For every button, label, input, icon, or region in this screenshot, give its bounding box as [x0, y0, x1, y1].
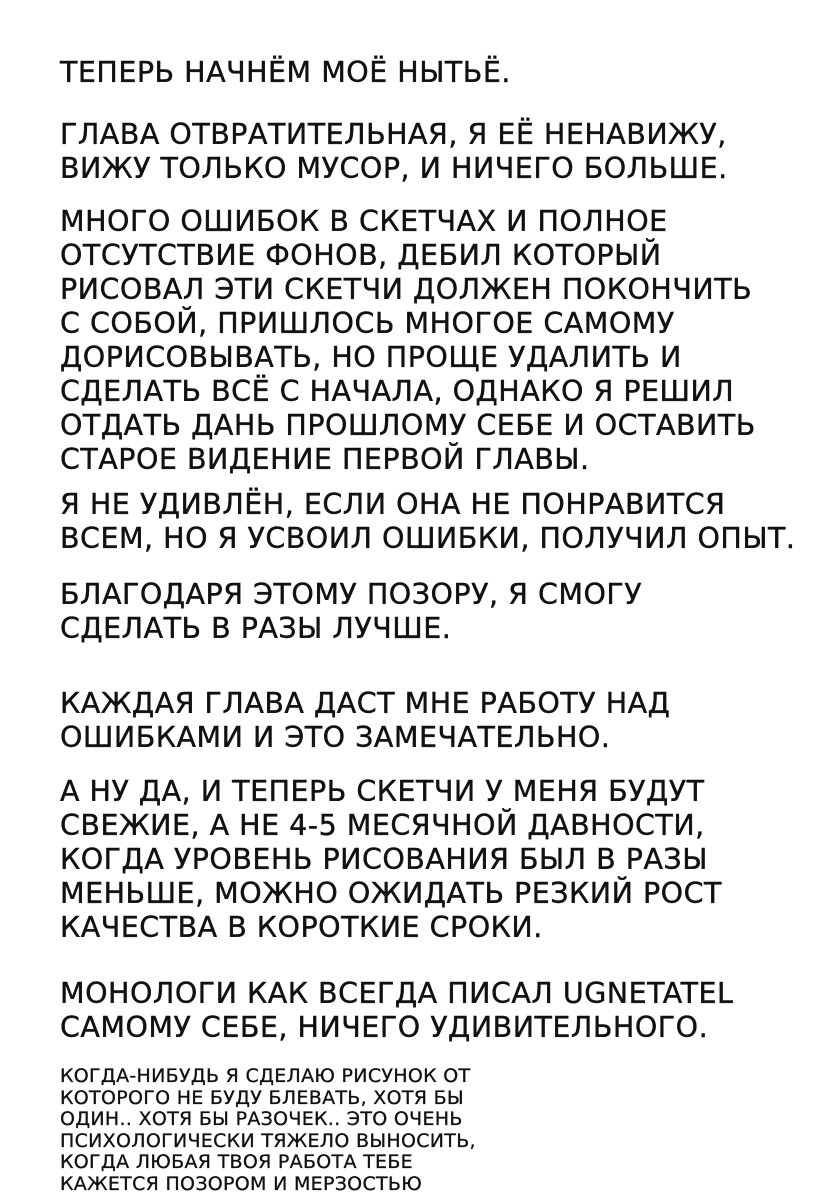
- footnote-line: ПСИХОЛОГИЧЕСКИ ТЯЖЕЛО ВЫНОСИТЬ,: [60, 1129, 476, 1152]
- text-line: Я НЕ УДИВЛЁН, ЕСЛИ ОНА НЕ ПОНРАВИТСЯ: [60, 488, 726, 521]
- text-line: ОТСУТСТВИЕ ФОНОВ, ДЕБИЛ КОТОРЫЙ: [60, 239, 662, 272]
- footnote-line: КОГДА-НИБУДЬ Я СДЕЛАЮ РИСУНОК ОТ: [60, 1065, 471, 1087]
- text-line: РИСОВАЛ ЭТИ СКЕТЧИ ДОЛЖЕН ПОКОНЧИТЬ: [60, 273, 753, 306]
- text-line: ГЛАВА ОТВРАТИТЕЛЬНАЯ, Я ЕЁ НЕНАВИЖУ,: [60, 118, 727, 151]
- footnote: [60, 1066, 476, 1195]
- text-line: ДОРИСОВЫВАТЬ, НО ПРОЩЕ УДАЛИТЬ И: [60, 341, 682, 374]
- text-line: МОНОЛОГИ КАК ВСЕГДА ПИСАЛ UGNETATEL: [60, 977, 734, 1010]
- footnote-line: КАЖЕТСЯ ПОЗОРОМ И МЕРЗОСТЬЮ: [60, 1172, 423, 1195]
- footnote-line: КОГДА ЛЮБАЯ ТВОЯ РАБОТА ТЕБЕ: [60, 1151, 413, 1173]
- text-line: СДЕЛАТЬ ВСЁ С НАЧАЛА, ОДНАКО Я РЕШИЛ: [60, 375, 735, 408]
- text-line: МНОГО ОШИБОК В СКЕТЧАХ И ПОЛНОЕ: [60, 205, 668, 238]
- text-line: ОШИБКАМИ И ЭТО ЗАМЕЧАТЕЛЬНО.: [60, 721, 611, 754]
- text-line: СВЕЖИЕ, А НЕ 4-5 МЕСЯЧНОЙ ДАВНОСТИ,: [60, 809, 705, 842]
- text-line: С СОБОЙ, ПРИШЛОСЬ МНОГОЕ САМОМУ: [60, 307, 675, 340]
- text-line: МЕНЬШЕ, МОЖНО ОЖИДАТЬ РЕЗКИЙ РОСТ: [60, 877, 722, 910]
- text-line: БЛАГОДАРЯ ЭТОМУ ПОЗОРУ, Я СМОГУ: [60, 578, 643, 611]
- paragraph-fresh-sketches: [60, 775, 722, 945]
- text-line: ТЕПЕРЬ НАЧНЁМ МОЁ НЫТЬЁ.: [60, 56, 511, 89]
- text-line: САМОМУ СЕБЕ, НИЧЕГО УДИВИТЕЛЬНОГО.: [60, 1011, 709, 1044]
- text-line: СТАРОЕ ВИДЕНИЕ ПЕРВОЙ ГЛАВЫ.: [60, 443, 590, 476]
- footnote-line: КОТОРОГО НЕ БУДУ БЛЕВАТЬ, ХОТЯ БЫ: [60, 1086, 465, 1109]
- text-line: СДЕЛАТЬ В РАЗЫ ЛУЧШЕ.: [60, 612, 452, 645]
- paragraph-thanks-to-shame: [60, 578, 642, 646]
- text-line: КАЖДАЯ ГЛАВА ДАСТ МНЕ РАБОТУ НАД: [60, 687, 671, 720]
- paragraph-intro: [60, 56, 511, 90]
- paragraph-not-surprised: [60, 488, 795, 556]
- text-line: КАЧЕСТВА В КОРОТКИЕ СРОКИ.: [60, 911, 543, 944]
- text-line: ОТДАТЬ ДАНЬ ПРОШЛОМУ СЕБЕ И ОСТАВИТЬ: [60, 409, 756, 442]
- text-line: ВСЕМ, НО Я УСВОИЛ ОШИБКИ, ПОЛУЧИЛ ОПЫТ.: [60, 522, 796, 555]
- text-line: А НУ ДА, И ТЕПЕРЬ СКЕТЧИ У МЕНЯ БУДУТ: [60, 775, 705, 808]
- paragraph-each-chapter: [60, 687, 670, 755]
- text-line: КОГДА УРОВЕНЬ РИСОВАНИЯ БЫЛ В РАЗЫ: [60, 843, 708, 876]
- footnote-line: ОДИН.. ХОТЯ БЫ РАЗОЧЕК.. ЭТО ОЧЕНЬ: [60, 1108, 463, 1130]
- paragraph-monologues: [60, 977, 733, 1045]
- paragraph-sketch-errors: [60, 205, 756, 477]
- text-line: ВИЖУ ТОЛЬКО МУСОР, И НИЧЕГО БОЛЬШЕ.: [60, 152, 728, 185]
- paragraph-chapter-opinion: [60, 118, 728, 186]
